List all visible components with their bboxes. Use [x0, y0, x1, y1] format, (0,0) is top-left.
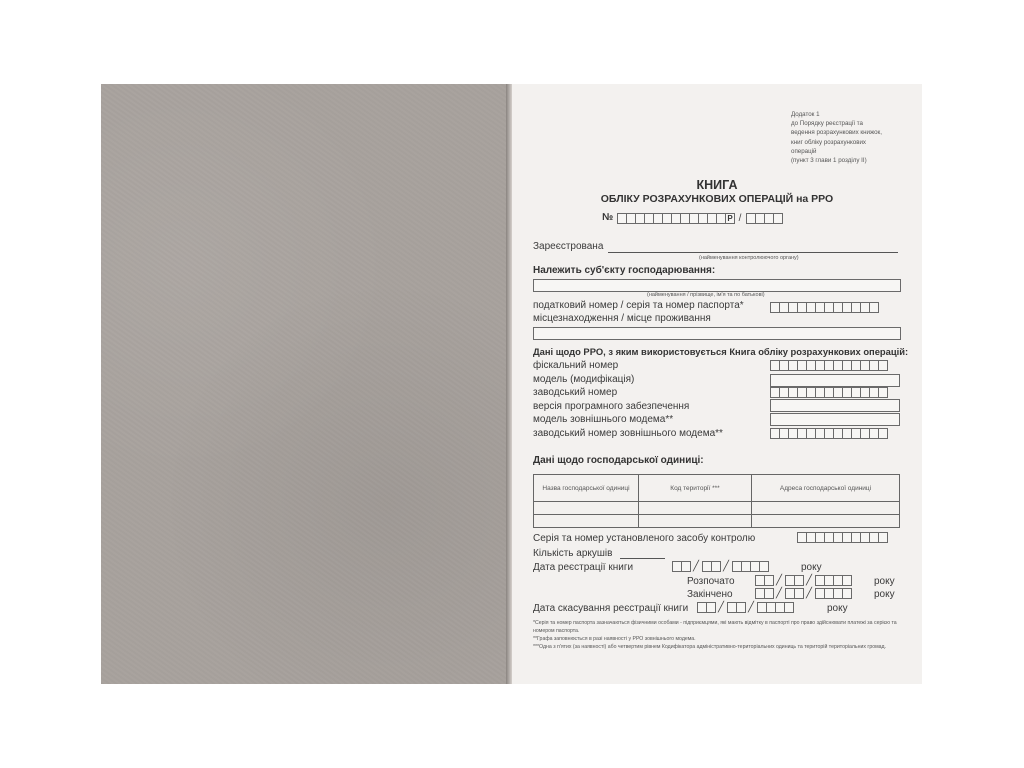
- annex-line: операцій: [791, 147, 817, 155]
- owner-caption: (найменування / прізвище, ім'я та по батькові): [647, 292, 765, 298]
- finished-date-boxes[interactable]: [755, 588, 851, 599]
- reg-date-year-word: року: [801, 562, 822, 573]
- owner-name-field[interactable]: [533, 279, 901, 292]
- owner-heading: Належить суб'єкту господарювання:: [533, 265, 716, 276]
- started-year-word: року: [874, 576, 895, 587]
- form-page: [512, 84, 922, 684]
- number-label: №: [602, 212, 614, 223]
- serial-number-label: заводський номер: [533, 387, 618, 398]
- footnote-passport: *Серія та номер паспорта зазначаються фізичними особами - підприємцями, які мають відмітку в паспорті про право здійснювати платежі за серією та номером паспорта.: [533, 620, 897, 634]
- registered-line[interactable]: [608, 252, 898, 253]
- tax-cell[interactable]: [869, 302, 879, 313]
- unit-cell[interactable]: [752, 515, 900, 528]
- modem-model-label: модель зовнішнього модема**: [533, 414, 674, 425]
- date-slash-icon: ╱: [692, 561, 700, 572]
- reg-date-boxes[interactable]: [672, 561, 768, 572]
- started-date-boxes[interactable]: [755, 575, 851, 586]
- unit-cell[interactable]: [534, 515, 639, 528]
- control-cell[interactable]: [878, 532, 888, 543]
- control-device-boxes[interactable]: [797, 532, 887, 543]
- model-label: модель (модифікація): [533, 374, 635, 385]
- date-slash-icon: ╱: [805, 575, 813, 586]
- sheets-count-line[interactable]: [620, 558, 665, 559]
- started-label: Розпочато: [687, 576, 735, 587]
- modem-serial-boxes[interactable]: [770, 428, 887, 439]
- footnote-modem: **Графа заповнюється в разі наявності у РРО зовнішнього модема.: [533, 636, 696, 642]
- registered-caption: (найменування контролюючого органу): [699, 255, 799, 261]
- fiscal-number-label: фіскальний номер: [533, 360, 619, 371]
- serial-number-boxes[interactable]: [770, 387, 887, 398]
- form-title: КНИГА: [696, 178, 738, 192]
- unit-table-header: [534, 475, 900, 502]
- modem-model-field[interactable]: [770, 413, 900, 426]
- annex-line: до Порядку реєстрації та: [791, 120, 863, 128]
- cancel-date-year-word: року: [827, 603, 848, 614]
- finished-label: Закінчено: [687, 589, 733, 600]
- control-device-label: Серія та номер установленого засобу контролю: [533, 533, 756, 544]
- annex-note: [791, 110, 909, 165]
- registered-label: Зареєстрована: [533, 241, 604, 252]
- serial-cell[interactable]: [878, 387, 888, 398]
- rro-heading: Дані щодо РРО, з яким використовується Книга обліку розрахункових операцій:: [533, 346, 909, 357]
- unit-table-row[interactable]: [534, 502, 900, 515]
- cancel-date-boxes[interactable]: [697, 602, 793, 613]
- fiscal-cell[interactable]: [878, 360, 888, 371]
- unit-heading: Дані щодо господарської одиниці:: [533, 455, 704, 466]
- book-cover-left: [101, 84, 508, 684]
- model-field[interactable]: [770, 374, 900, 387]
- date-slash-icon: ╱: [775, 588, 783, 599]
- date-slash-icon: ╱: [717, 602, 725, 613]
- book-number-boxes[interactable]: [617, 213, 782, 224]
- unit-col-name: Назва господарської одиниці: [534, 475, 639, 502]
- annex-line: ведення розрахункових книжок,: [791, 129, 882, 137]
- date-cell[interactable]: [842, 588, 852, 599]
- unit-table-row[interactable]: [534, 515, 900, 528]
- date-slash-icon: ╱: [747, 602, 755, 613]
- tax-number-boxes[interactable]: [770, 302, 878, 313]
- sheets-count-label: Кількість аркушів: [533, 548, 613, 559]
- form-subtitle: ОБЛІКУ РОЗРАХУНКОВИХ ОПЕРАЦІЙ на РРО: [600, 193, 834, 205]
- date-slash-icon: ╱: [805, 588, 813, 599]
- date-cell[interactable]: [842, 575, 852, 586]
- location-field[interactable]: [533, 327, 901, 340]
- unit-cell[interactable]: [639, 515, 752, 528]
- modem-serial-cell[interactable]: [878, 428, 888, 439]
- annex-line: (пункт 3 глави 1 розділу II): [791, 157, 867, 165]
- modem-serial-label: заводський номер зовнішнього модема**: [533, 428, 723, 439]
- unit-col-address: Адреса господарської одиниці: [752, 475, 900, 502]
- finished-year-word: року: [874, 589, 895, 600]
- date-slash-icon: ╱: [775, 575, 783, 586]
- footnote-territory: ***Одна з п'ятих (за наявності) або четвертим рівнем Кодифікатора адміністративно-територіальних одиниць та територій територіальних громад.: [533, 644, 887, 650]
- unit-col-code: Код території ***: [639, 475, 752, 502]
- cancel-date-label: Дата скасування реєстрації книги: [533, 603, 689, 614]
- unit-table: [533, 474, 900, 528]
- reg-date-label: Дата реєстрації книги: [533, 562, 634, 573]
- date-slash-icon: ╱: [722, 561, 730, 572]
- date-cell[interactable]: [759, 561, 769, 572]
- software-version-field[interactable]: [770, 399, 900, 412]
- number-cell[interactable]: [773, 213, 783, 224]
- number-slash: /: [738, 213, 742, 224]
- tax-number-label: податковий номер / серія та номер паспорта*: [533, 300, 744, 311]
- unit-cell[interactable]: [534, 502, 639, 515]
- location-label: місцезнаходження / місце проживання: [533, 313, 711, 324]
- unit-cell[interactable]: [639, 502, 752, 515]
- software-version-label: версія програмного забезпечення: [533, 401, 690, 412]
- annex-line: книг обліку розрахункових: [791, 138, 867, 146]
- number-r-cell: Р: [725, 213, 735, 224]
- unit-cell[interactable]: [752, 502, 900, 515]
- date-cell[interactable]: [784, 602, 794, 613]
- annex-line: Додаток 1: [791, 111, 820, 118]
- fiscal-number-boxes[interactable]: [770, 360, 887, 371]
